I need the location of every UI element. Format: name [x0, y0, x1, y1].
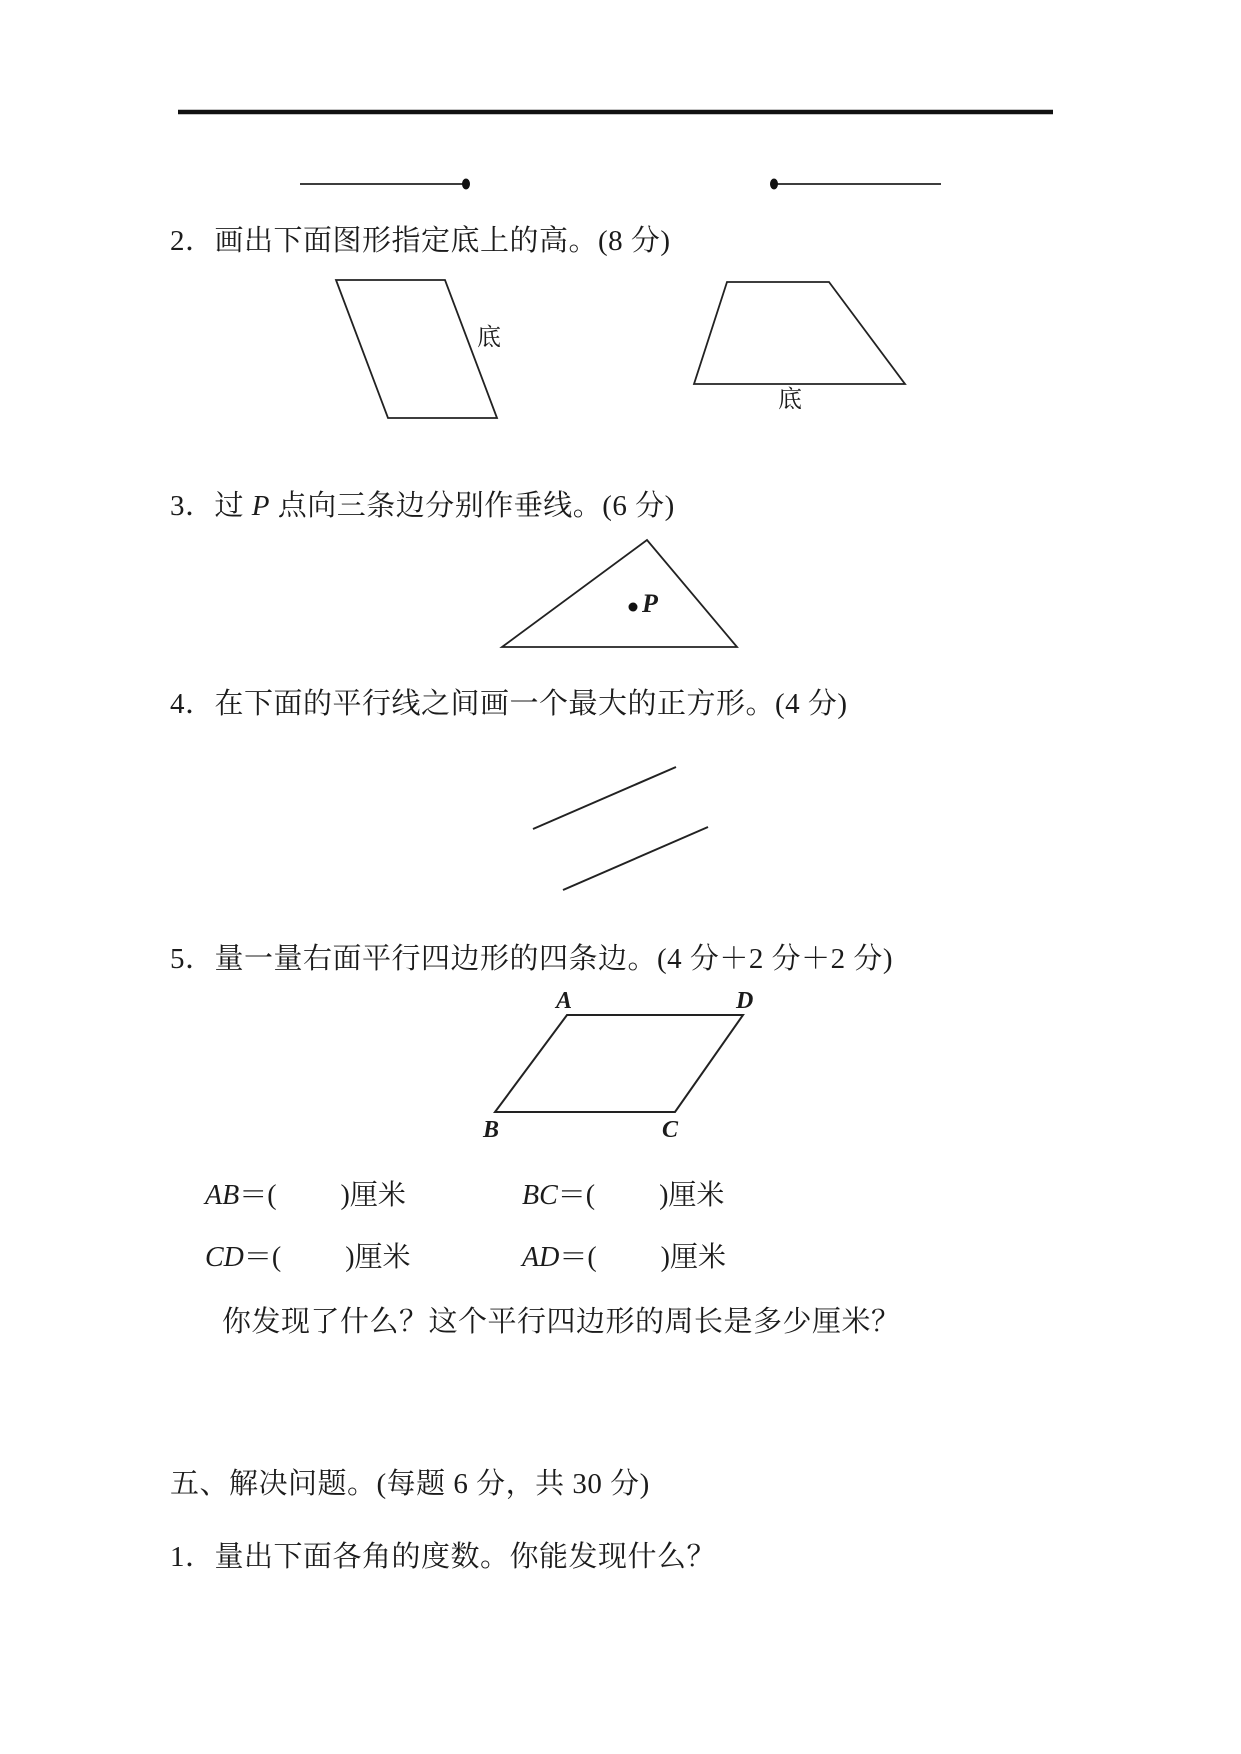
- question-4-text: 4．在下面的平行线之间画一个最大的正方形。(4 分): [170, 688, 848, 720]
- trapezoid-base-label: 底: [778, 387, 802, 413]
- question-5-text: 5．量一量右面平行四边形的四条边。(4 分＋2 分＋2 分): [170, 943, 894, 975]
- vertex-d-label: D: [736, 988, 754, 1014]
- vertex-a-label: A: [556, 988, 573, 1014]
- question-5-followup-text: 你发现了什么？这个平行四边形的周长是多少厘米？: [222, 1306, 901, 1338]
- vertex-c-label: C: [662, 1117, 679, 1143]
- parallelogram-abcd-figure: [495, 1015, 743, 1112]
- measurement-ad-side: AD: [522, 1242, 560, 1273]
- measurement-cd-equals-open: ＝(: [243, 1242, 282, 1273]
- measurement-ab: [205, 1180, 406, 1212]
- measurement-bc-side: BC: [522, 1180, 558, 1211]
- point-p-dot: [629, 603, 638, 612]
- measurement-ad-equals-open: ＝(: [559, 1242, 597, 1273]
- vertex-b-label: B: [483, 1117, 500, 1143]
- section-5-question-1-text: 1．量出下面各角的度数。你能发现什么？: [170, 1541, 717, 1573]
- parallel-line-top: [533, 767, 676, 829]
- measurement-bc-equals-open: ＝(: [557, 1180, 596, 1211]
- question-3-suffix: 点向三条边分别作垂线。(6 分): [269, 490, 675, 522]
- measurement-cd: [205, 1242, 411, 1274]
- measurement-bc: [522, 1180, 724, 1212]
- question-3-point-name: P: [251, 490, 270, 522]
- parallel-line-bottom: [563, 827, 708, 890]
- measurement-ad-close-unit: )厘米: [660, 1242, 726, 1273]
- question-3-text: [170, 490, 675, 523]
- measurement-ab-equals-open: ＝(: [239, 1180, 277, 1211]
- segment-left-endpoint-dot: [462, 179, 470, 190]
- measurement-cd-side: CD: [205, 1242, 244, 1273]
- measurement-ab-side: AB: [205, 1180, 240, 1211]
- measurement-ad: [522, 1242, 726, 1274]
- triangle-figure: [502, 540, 737, 647]
- trapezoid-figure: [694, 282, 905, 384]
- segment-right-endpoint-dot: [770, 179, 778, 190]
- measurement-ab-close-unit: )厘米: [340, 1180, 406, 1211]
- measurement-cd-close-unit: )厘米: [345, 1242, 411, 1273]
- point-p-label: P: [642, 589, 658, 618]
- measurement-bc-close-unit: )厘米: [659, 1180, 725, 1211]
- section-5-heading: 五、解决问题。(每题 6 分，共 30 分): [170, 1468, 650, 1500]
- parallelogram-base-label: 底: [477, 325, 501, 351]
- parallelogram-figure: [336, 280, 497, 418]
- question-3-prefix: 3．过: [170, 490, 252, 522]
- question-2-text: 2．画出下面图形指定底上的高。(8 分): [170, 225, 671, 257]
